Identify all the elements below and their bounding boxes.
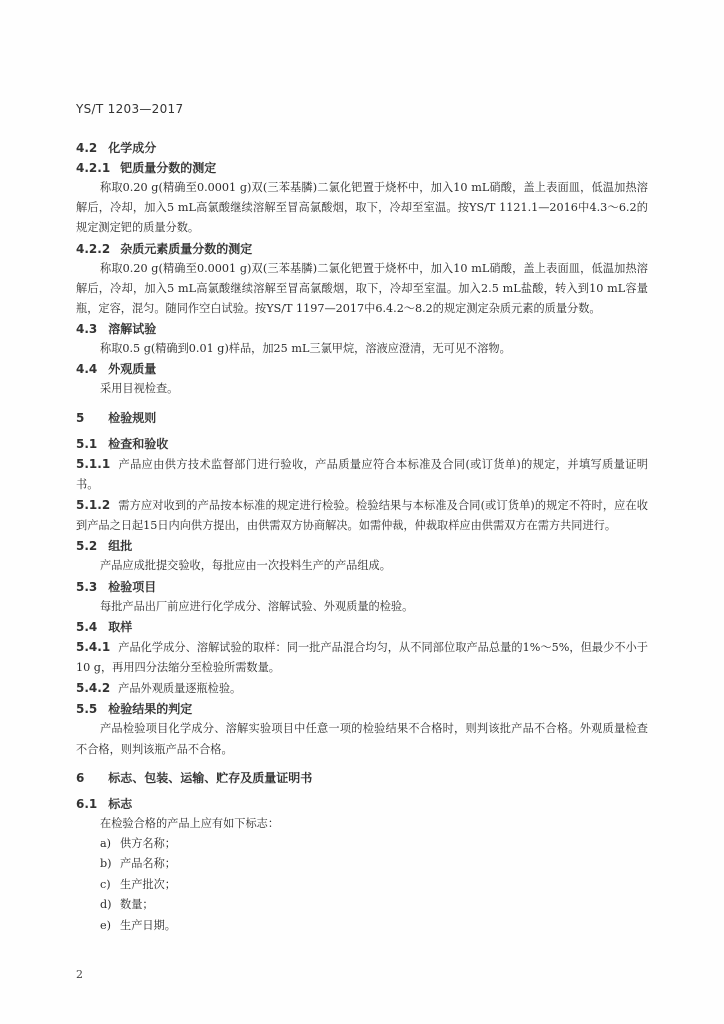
list-marker: e): [100, 918, 111, 932]
list-item: [76, 916, 648, 936]
list-marker: d): [100, 898, 112, 912]
section-5-5-heading: [76, 699, 648, 719]
section-5-4-1-text: 产品化学成分、溶解试验的取样：同一批产品混合均匀，从不同部位取产品总量的1%～5%，但最少不小于10 g，再用四分法缩分至检验所需数量。: [76, 640, 648, 675]
section-title: 检验规则: [108, 410, 157, 425]
section-5-2-text: 产品应成批提交验收，每批应由一次投料生产的产品组成。: [100, 559, 391, 573]
section-number: 4.3: [76, 322, 98, 337]
section-4-3-heading: [76, 319, 648, 339]
section-title: 化学成分: [108, 141, 157, 155]
section-4-4-text: 采用目视检查。: [100, 382, 179, 396]
section-title: 标志、包装、运输、贮存及质量证明书: [108, 770, 313, 785]
section-5-heading: [76, 408, 648, 428]
section-number: 4.2.2: [76, 241, 111, 256]
section-number: 6: [76, 770, 85, 785]
section-number: 4.2.1: [76, 161, 111, 175]
list-marker: c): [100, 877, 111, 891]
section-4-2-2-heading: [76, 239, 648, 259]
list-marker: a): [100, 837, 112, 851]
section-title: 检查和验收: [108, 436, 169, 451]
section-5-4-1: [76, 637, 648, 678]
list-item: [76, 895, 648, 915]
section-number: 5.5: [76, 702, 98, 717]
section-number: 5.2: [76, 539, 98, 554]
list-item-text: 产品名称；: [120, 857, 176, 871]
section-4-2-1-heading: [76, 158, 648, 178]
document-body: [76, 138, 648, 936]
section-number: 4.4: [76, 362, 98, 377]
section-title: 取样: [108, 619, 133, 634]
marking-list: [76, 834, 648, 936]
section-4-3-text: 称取0.5 g(精确到0.01 g)样品，加25 mL三氯甲烷，溶液应澄清，无可见不溶物。: [100, 342, 511, 356]
section-title: 检验项目: [108, 579, 157, 594]
list-item-text: 数量；: [120, 898, 154, 912]
section-title: 组批: [108, 539, 133, 554]
section-5-4-heading: [76, 617, 648, 637]
list-item-text: 生产日期。: [120, 918, 176, 932]
list-item: [76, 834, 648, 854]
section-number: 5.4.2: [76, 681, 111, 696]
section-5-1-1: [76, 454, 648, 495]
section-5-1-heading: [76, 434, 648, 454]
section-number: 5.3: [76, 579, 98, 594]
section-4-4-heading: [76, 359, 648, 379]
section-6-heading: [76, 768, 648, 788]
section-5-1-2: [76, 495, 648, 536]
section-5-1-1-text: 产品应由供方技术监督部门进行验收，产品质量应符合本标准及合同(或订货单)的规定，并填写质量证明书。: [76, 457, 648, 491]
list-item-text: 生产批次；: [120, 877, 176, 891]
section-number: 5.1: [76, 436, 98, 451]
section-5-4-2: [76, 678, 648, 699]
section-5-3-text: 每批产品出厂前应进行化学成分、溶解试验、外观质量的检验。: [100, 599, 414, 613]
section-title: 检验结果的判定: [108, 702, 193, 717]
section-title: 外观质量: [108, 362, 157, 377]
page-number: 2: [76, 968, 83, 981]
list-item: [76, 854, 648, 874]
section-6-1-heading: [76, 794, 648, 814]
section-number: 5.4.1: [76, 639, 111, 654]
section-4-2-2-text: 称取0.20 g(精确至0.0001 g)双(三苯基膦)二氯化钯置于烧杯中，加入10 mL硝酸，盖上表面皿，低温加热溶解后，冷却，加入5 mL高氯酸继续溶解至冒高氯酸烟，取下，冷却至室温。加入2.5 mL盐酸，转入到10 mL容量瓶，定容，混匀。随同作空白试验。按YS/T 1197—2017中6.4.2～8.2的规定测定杂质元素的质量分数。: [76, 261, 648, 316]
section-number: 5.1.1: [76, 456, 111, 471]
section-number: 4.2: [76, 141, 98, 155]
section-5-3-heading: [76, 577, 648, 597]
section-5-4-2-text: 产品外观质量逐瓶检验。: [118, 682, 242, 696]
section-4-2-heading: [76, 138, 648, 158]
section-5-2-heading: [76, 536, 648, 556]
list-item: [76, 875, 648, 895]
section-title: 钯质量分数的测定: [120, 161, 217, 175]
section-number: 6.1: [76, 796, 98, 811]
standard-code-header: YS/T 1203—2017: [76, 102, 184, 116]
section-number: 5: [76, 410, 85, 425]
list-item-text: 供方名称；: [120, 837, 176, 851]
section-title: 杂质元素质量分数的测定: [120, 241, 253, 256]
section-4-2-1-text: 称取0.20 g(精确至0.0001 g)双(三苯基膦)二氯化钯置于烧杯中，加入10 mL硝酸，盖上表面皿，低温加热溶解后，冷却，加入5 mL高氯酸继续溶解至冒高氯酸烟，取下，冷却至室温。按YS/T 1121.1—2016中4.3～6.2的规定测定钯的质量分数。: [76, 181, 648, 235]
section-5-1-2-text: 需方应对收到的产品按本标准的规定进行检验。检验结果与本标准及合同(或订货单)的规定不符时，应在收到产品之日起15日内向供方提出，由供需双方协商解决。如需仲裁，仲裁取样应由供需双方在需方共同进行。: [76, 499, 648, 533]
section-5-5-text: 产品检验项目化学成分、溶解实验项目中任意一项的检验结果不合格时，则判该批产品不合格。外观质量检查不合格，则判该瓶产品不合格。: [76, 722, 648, 756]
section-number: 5.4: [76, 619, 98, 634]
section-title: 标志: [108, 796, 133, 811]
list-marker: b): [100, 857, 112, 871]
section-number: 5.1.2: [76, 498, 111, 513]
section-title: 溶解试验: [108, 322, 157, 337]
section-6-1-intro: 在检验合格的产品上应有如下标志：: [100, 816, 280, 830]
